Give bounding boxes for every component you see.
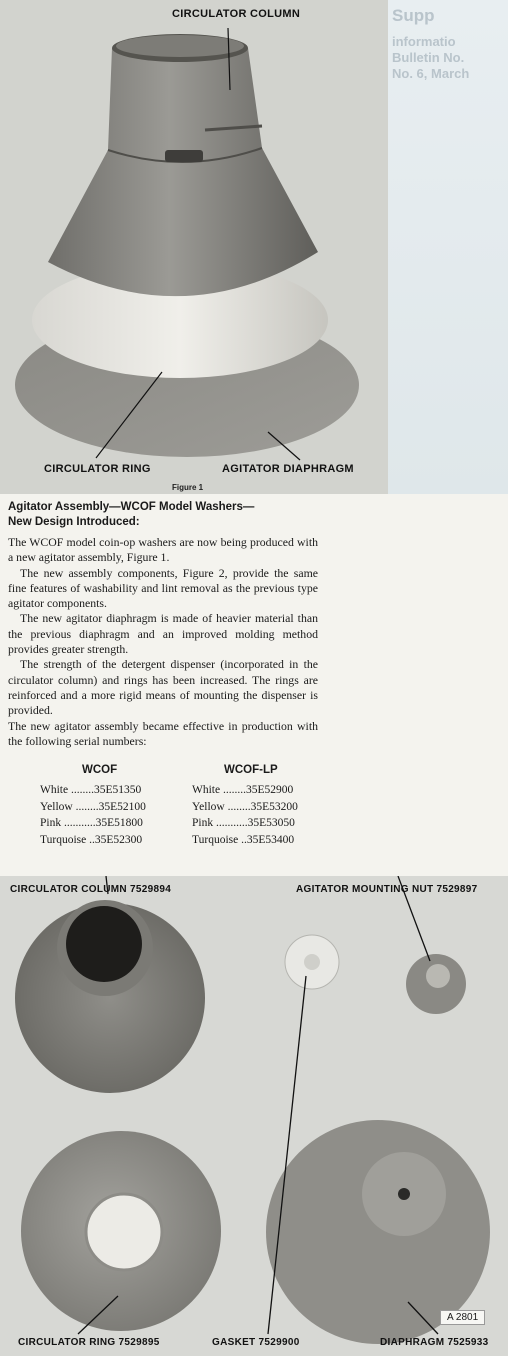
serial-table-title: WCOF-LP xyxy=(224,764,278,776)
callout-gasket-part: GASKET 7529900 xyxy=(212,1337,300,1348)
serial-row: Pink ...........35E51800 xyxy=(40,817,143,829)
article-heading xyxy=(8,500,308,530)
callout-agitator-diaphragm: AGITATOR DIAPHRAGM xyxy=(222,463,354,475)
callout-circulator-ring-part: CIRCULATOR RING 7529895 xyxy=(18,1337,160,1348)
agitator-assembly-illustration xyxy=(0,0,388,494)
serial-row: Turquoise ..35E53400 xyxy=(192,833,295,846)
figure-stamp: A 2801 xyxy=(440,1310,485,1325)
paragraph: The new agitator assembly became effective in production with the following serial numbers: xyxy=(8,718,318,748)
figure-1-caption: Figure 1 xyxy=(172,483,204,492)
bleed-line: No. 6, March xyxy=(392,66,470,81)
callout-circulator-column-part: CIRCULATOR COLUMN 7529894 xyxy=(10,884,172,895)
callout-diaphragm-part: DIAPHRAGM 7525933 xyxy=(380,1337,489,1348)
components-illustration xyxy=(0,876,508,1356)
adjacent-column-bleed xyxy=(388,0,508,494)
paragraph: The new agitator diaphragm is made of heavier material than the previous diaphragm and an improved molding method provides greater strength. xyxy=(8,611,318,657)
serial-row: Yellow ........35E52100 xyxy=(40,800,146,813)
heading-line-2: New Design Introduced: xyxy=(8,516,140,528)
bleed-line: Bulletin No. xyxy=(392,50,465,65)
figure-2-photo xyxy=(0,876,508,1356)
serial-table-wcof xyxy=(40,764,146,848)
bleed-line: informatio xyxy=(392,34,456,49)
article-body xyxy=(8,535,318,749)
serial-row: Yellow ........35E53200 xyxy=(192,800,298,813)
heading-line-1: Agitator Assembly—WCOF Model Washers— xyxy=(8,501,255,513)
serial-table-title: WCOF xyxy=(82,764,118,776)
paragraph: The WCOF model coin-op washers are now being produced with a new agitator assembly, Figure 1. xyxy=(8,535,318,565)
paragraph: The strength of the detergent dispenser (incorporated in the circulator column) and rings has been increased. The rings are reinforced and a more rigid means of mounting the dispenser is provided. xyxy=(8,657,318,718)
serial-row: Pink ...........35E53050 xyxy=(192,817,295,829)
callout-circulator-column: CIRCULATOR COLUMN xyxy=(172,8,301,20)
callout-circulator-ring: CIRCULATOR RING xyxy=(44,463,151,475)
bleed-line: Supp xyxy=(392,6,435,25)
serial-row: White ........35E51350 xyxy=(40,784,142,796)
callout-agitator-mounting-nut-part: AGITATOR MOUNTING NUT 7529897 xyxy=(296,884,478,895)
paragraph: The new assembly components, Figure 2, provide the same fine features of washability and lint removal as the previous type agitator components. xyxy=(8,565,318,611)
serial-row: Turquoise ..35E52300 xyxy=(40,833,143,846)
serial-table-wcof-lp xyxy=(192,764,298,848)
figure-1-photo xyxy=(0,0,388,494)
serial-row: White ........35E52900 xyxy=(192,784,294,796)
